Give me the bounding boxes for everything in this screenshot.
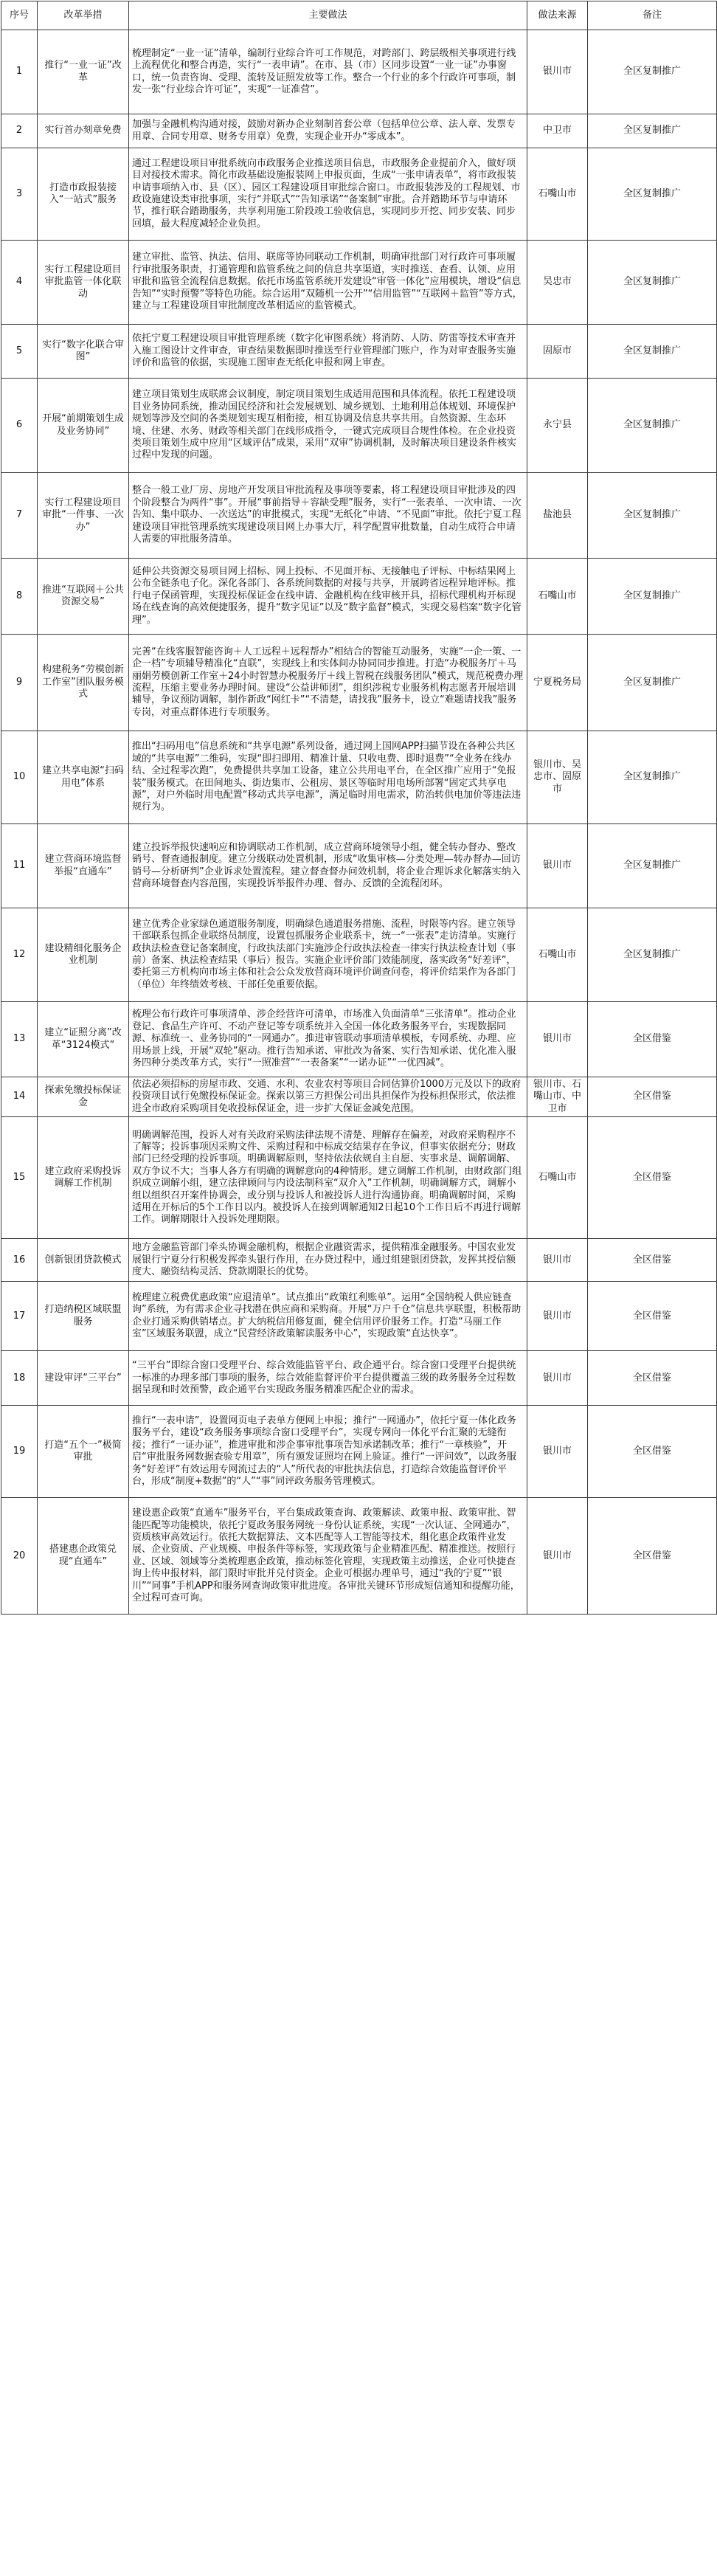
row-note: 全区复制推广: [588, 635, 717, 731]
main-practice: 整合一般工业厂房、房地产开发项目审批流程及事项等要素，将工程建设项目审批涉及的四个阶段整合为两件“事”。开展“事前指导＋容缺受理”服务，实行“一张表单、一次申请、一次告知、集中联办、一次送达”的审批模式，实现“无纸化”申请、“不见面”审批。依托宁夏工程建设项目审批管理系统实现建设项目网上办事大厅，科学配置审批数量，自动生成符合申请人需要的审批服务清单。: [129, 473, 527, 559]
table-row: [1, 1002, 717, 1077]
practice-source: 银川市: [527, 824, 588, 908]
table-row: [1, 148, 717, 241]
practice-source: 石嘴山市: [527, 559, 588, 635]
practice-source: 银川市: [527, 1498, 588, 1615]
table-row: [1, 1117, 717, 1239]
table-row: [1, 731, 717, 824]
table-row: [1, 473, 717, 559]
main-practice: “三平台”即综合窗口受理平台、综合效能监管平台、政企通平台。综合窗口受理平台提供统一标准的办理多部门事项的服务，综合效能监督评价平台提供覆盖三级的政务服务全过程数据呈现和时效预警，政企通平台实现政务服务精准匹配企业的需求。: [129, 1351, 527, 1406]
table-row: [1, 824, 717, 908]
row-number: 17: [1, 1282, 38, 1351]
reform-measure: 推行“一业一证”改革: [38, 30, 129, 114]
row-number: 4: [1, 241, 38, 325]
main-practice: 梳理建立税费优惠政策“应退清单”。试点推出“政策红利账单”。运用“全国纳税人供应链查询”系统，为有需求企业寻找潜在供应商和采购商。开展“万户千仓”信息共享联盟，积极帮助企业打通采购供销堵点。扩大纳税信用修复面，健全信用评价服务工作。打造“马丽工作室”区域服务联盟，成立“民营经济政策解读服务中心”，实现政策“直达快享”。: [129, 1282, 527, 1351]
row-number: 2: [1, 114, 38, 148]
reform-measure: 实行工程建设项目审批监管一体化联动: [38, 241, 129, 325]
main-practice: 地方金融监管部门牵头协调金融机构，根据企业融资需求，提供精准金融服务。中国农业发展银行宁夏分行积极发挥牵头银行作用，在办贷过程中，通过组建银团贷款，发挥其授信额度大、融资结构灵活、贷款期限长的优势。: [129, 1239, 527, 1282]
row-number: 5: [1, 325, 38, 379]
practice-source: 银川市: [527, 1002, 588, 1077]
reform-measure: 建立政府采购投诉调解工作机制: [38, 1117, 129, 1239]
table-header-row: [1, 1, 717, 30]
table-row: [1, 30, 717, 114]
main-practice: 通过工程建设项目审批系统向市政服务企业推送项目信息，市政服务企业提前介入，做好项目对接技术需求。简化市政基础设施报装网上申报页面，生成“一张申请表单”，将市政报装申请事项纳入市、县（区）、园区工程建设项目审批综合窗口。市政报装涉及的工程规划、市政设施建设类审批事项，实行“并联式”“告知承诺”“备案制”审批。合并踏勘环节与申请环节，推行联合踏勘服务，共享利用施工阶段竣工验收信息，实现同步开挖、同步安装、同步回填，最大程度减轻企业负担。: [129, 148, 527, 241]
row-note: 全区复制推广: [588, 241, 717, 325]
table-row: [1, 635, 717, 731]
main-practice: 建立优秀企业家绿色通道服务制度，明确绿色通道服务措施、流程，时限等内容。建立领导干部联系包抓企业联络员制度，设置包抓服务企业联系卡，统一“一张表”走访清单。实施行政执法检查登记备案制度，行政执法部门实施涉企行政执法检查一律实行执法检查计划（事前）备案、执法检查结果（事后）报告。实施企业评价部门效能制度，落实政务“好差评”，委托第三方机构向市场主体和社会公众发放营商环境评价调查问卷，将评价结果作为各部门（单位）年终绩效考核、干部任免重要依据。: [129, 908, 527, 1002]
row-number: 9: [1, 635, 38, 731]
reform-measure: 打造“五个一”极简审批: [38, 1406, 129, 1498]
reform-measure: 探索免缴投标保证金: [38, 1077, 129, 1117]
practice-source: 银川市、吴忠市、固原市: [527, 731, 588, 824]
practice-source: 永宁县: [527, 379, 588, 473]
reform-measure: 搭建惠企政策兑现“直通车”: [38, 1498, 129, 1615]
row-note: 全区复制推广: [588, 148, 717, 241]
main-practice: 依托宁夏工程建设项目审批管理系统（数字化审图系统）将消防、人防、防雷等技术审查并入施工图设计文件审查，审查结果数据即时推送至行业管理部门账户，作为对审查服务实施评价和监管的依据，实现施工图审查无纸化申报和网上审查。: [129, 325, 527, 379]
main-practice: 建设惠企政策“直通车”服务平台，平台集成政策查询、政策解读、政策申报、政策审批、智能匹配等功能模块，依托宁夏政务服务网统一身份认证系统，实现“一次认证、全网通办”，资质核审高效运行。依托大数据算法、文本匹配等人工智能等技术，组化惠企政策件业发展、企业资质、产业规模、申报条件等标签，实现政策与企业精准匹配、精准推送。按照行业、区域、领域等分类梳理惠企政策，推动标签化管理，实现政策主动推送，企业可快捷查询上传申报材料，部门限时审批并兑付资金。企业可根据办理单号，通过“我的宁夏”“银川”“同事”手机APP和服务网查询政策审批进度。各审批关键环节形成短信通知和提醒功能，全过程可查可询。: [129, 1498, 527, 1615]
row-number: 14: [1, 1077, 38, 1117]
row-note: 全区复制推广: [588, 379, 717, 473]
row-number: 13: [1, 1002, 38, 1077]
row-note: 全区借鉴: [588, 1002, 717, 1077]
main-practice: 梳理公布行政许可事项清单、涉企经营许可清单，市场准入负面清单“三张清单”。推动企业登记、食品生产许可、不动产登记等专项系统并入全国一体化政务服务平台，实现数据同源、标准统一、业务协同的“一网通办”。推进审管联动事项清单模板，专网系统、办理、应用场景上线，开展“双轮”驱动。推行告知承诺、审批改为备案、实行告知承诺、优化准入服务四种分类改革方式，实行“一照准营”“一表备案”“一诺办证”“一优四减”。: [129, 1002, 527, 1077]
row-note: 全区复制推广: [588, 30, 717, 114]
header-note: 备注: [588, 1, 717, 30]
row-note: 全区借鉴: [588, 1117, 717, 1239]
reform-measure: 推进“互联网＋公共资源交易”: [38, 559, 129, 635]
reform-measure: 打造纳税区域联盟服务: [38, 1282, 129, 1351]
table-row: [1, 1406, 717, 1498]
row-note: 全区复制推广: [588, 325, 717, 379]
row-number: 1: [1, 30, 38, 114]
table-row: [1, 908, 717, 1002]
table-row: [1, 1498, 717, 1615]
reform-measure: 创新银团贷款模式: [38, 1239, 129, 1282]
main-practice: 梳理制定“一业一证”清单，编制行业综合许可工作规范，对跨部门、跨层级相关事项进行线上流程优化和整合再造，实行“一表申请”。在市、县（市）区同步设置“一业一证”办事窗口，统一负责咨询、受理、流转及证照发放等工作。整合一个行业的多个行政许可事项，制发一张“行业综合许可证”，实现“一证准营”。: [129, 30, 527, 114]
row-note: 全区借鉴: [588, 1406, 717, 1498]
table-row: [1, 1077, 717, 1117]
row-note: 全区借鉴: [588, 1282, 717, 1351]
row-number: 7: [1, 473, 38, 559]
practice-source: 石嘴山市: [527, 908, 588, 1002]
practice-source: 银川市、石嘴山市、中卫市: [527, 1077, 588, 1117]
reform-measure: 实行“数字化联合审图”: [38, 325, 129, 379]
table-row: [1, 559, 717, 635]
row-number: 20: [1, 1498, 38, 1615]
reform-measure: 实行工程建设项目审批“一件事、一次办”: [38, 473, 129, 559]
row-note: 全区复制推广: [588, 559, 717, 635]
row-number: 3: [1, 148, 38, 241]
row-note: 全区借鉴: [588, 1239, 717, 1282]
reform-measure: 建立共享电源“扫码用电”体系: [38, 731, 129, 824]
main-practice: 推出“扫码用电”信息系统和“共享电源”系列设备，通过网上国网APP扫描节设在各种公共区域的“共享电源”二维码，实现“即扫即用、精准计量、只收电费、即时退费”“全业务在线办结、全过程零次跑”，免费提供共享加工设备，建立公共用电平台，在全区推广应用于“免报装”服务模式。在田间地头、街边集市、公租房、景区等临时用电场所部署“固定式共享电源”，对户外临时用电配置“移动式共享电源”，满足临时用电需求，防治转供电加价等违法违规行为。: [129, 731, 527, 824]
row-note: 全区借鉴: [588, 1498, 717, 1615]
main-practice: 完善“在线客服智能咨询＋人工远程＋远程帮办”相结合的智能互动服务，实施“一企一策、一企一档”专项辅导精准化“直联”，实现线上和实体间办协同同步推进。打造“办税服务厅＋马丽娟劳模创新工作室＋24小时智慧办税服务厅＋线上智税在线服务团队”模式，规范税费办理流程，压缩主要业务办理时间。建设“公益讲师团”，组织涉税专业服务机构志愿者开展培训辅导，争议预防调解，制作新政“网红卡”“不清楚，请找我”服务卡，设立“难题请找我”服务专岗，对重点群体进行专项服务。: [129, 635, 527, 731]
table-row: [1, 1351, 717, 1406]
row-note: 全区复制推广: [588, 731, 717, 824]
reform-measure: 建设审评“三平台”: [38, 1351, 129, 1406]
table-row: [1, 114, 717, 148]
row-number: 6: [1, 379, 38, 473]
row-number: 10: [1, 731, 38, 824]
main-practice: 延伸公共资源交易项目网上招标、网上投标、不见面开标、无接触电子评标、中标结果网上公布全链条电子化。深化各部门、各系统间数据的对接与共享，开展跨省远程异地评标。推行电子保函管理，实现投标保证金在线申请、金融机构在线审核开具，招标代理机构开标现场在线查询的高效便捷服务，提升“数字见证”以及“数字监督”模式，实现交易档案“数字化管理”。: [129, 559, 527, 635]
main-practice: 建立项目策划生成联席会议制度，制定项目策划生成适用范围和具体流程。依托工程建设项目业务协同系统，推动国民经济和社会发展规划、城乡规划、土地利用总体规划、环境保护规划等涉及空间的各类规划实现互相衔接，相互协调及信息共享共用。自然资源、生态环境、住建、水务、财政等相关部门在线形成指令，一键式完成项目合规性体检。在企业投资类项目策划生成中应用“区域评估”成果，采用“双审”协调机制，及时解决项目建设条件核实过程中发现的问题。: [129, 379, 527, 473]
practice-source: 银川市: [527, 1406, 588, 1498]
row-note: 全区复制推广: [588, 114, 717, 148]
row-note: 全区借鉴: [588, 1351, 717, 1406]
row-note: 全区借鉴: [588, 1077, 717, 1117]
row-number: 18: [1, 1351, 38, 1406]
main-practice: 加强与金融机构沟通对接，鼓励对新办企业刻制首套公章（包括单位公章、法人章、发票专用章、合同专用章、财务专用章）免费，实现企业开办“零成本”。: [129, 114, 527, 148]
table-row: [1, 325, 717, 379]
main-practice: 明确调解范围，投诉人对有关政府采购法律法规不清楚、理解存在偏差，对政府采购程序不了解等；投诉事项因采购文件、采购过程和中标成交结果存在争议，但事实依据充分；财政部门已经受理的投诉事项。明确调解原则，坚持依法依规自主自愿、实事求是、调解调解、双方争议不大；当事人各方有明确的调解意向的4种情形。建立调解工作机制，由财政部门组织成立调解小组，建立法律顾问与内设法制科室“双介入”工作机制，明确调解方式，调解小组以组织召开案件协调会，或分别与投诉人和被投诉人进行沟通协商。明确调解时间，采购适用在开标后的5个工作日以内。被投诉人在接到调解通知2日起10个工作日后不再进行调解工作。调解期限计入投诉处理期限。: [129, 1117, 527, 1239]
reform-measure: 开展“前期策划生成及业务协同”: [38, 379, 129, 473]
reform-measure: 实行首办刻章免费: [38, 114, 129, 148]
table-row: [1, 1282, 717, 1351]
practice-source: 银川市: [527, 30, 588, 114]
reform-measure: 建立“证照分离”改革“3124模式”: [38, 1002, 129, 1077]
practice-source: 盐池县: [527, 473, 588, 559]
practice-source: 石嘴山市: [527, 1117, 588, 1239]
row-number: 16: [1, 1239, 38, 1282]
main-practice: 推行“一表申请”，设置网页电子表单方便网上申报；推行“一网通办”，依托宁夏一体化政务服务平台，建设“政务服务事项综合窗口受理平台”，实现专网向一体化平台汇聚的无缝衔接；推行“一证办证”，推进审批和涉企事审批事项告知承诺制改革；推行“一章核验”，开启“审批服务网数据查验专用章”，所有颁发证照均在网上验证。推行“一评问效”，以政务服务“好差评”有效运用专网流过去的“人”所代表的审批执法信息，打造综合效能监督评价平台，形成“制度+数据”的“人”“事”同评政务服务管理模式。: [129, 1406, 527, 1498]
reform-measure: 打造市政报装接入“一站式”服务: [38, 148, 129, 241]
reform-measure: 构建税务“劳模创新工作室”团队服务模式: [38, 635, 129, 731]
row-note: 全区复制推广: [588, 473, 717, 559]
main-practice: 依法必须招标的房屋市政、交通、水利、农业农村等项目合同估算价1000万元及以下的政府投资项目试行免缴投标保证金。探索以第三方担保公司出具担保作为投标担保形式，依法推进全市政府采购项目免收投标保证金，进一步扩大保证金减免范围。: [129, 1077, 527, 1117]
practice-source: 吴忠市: [527, 241, 588, 325]
table-row: [1, 1239, 717, 1282]
practice-source: 固原市: [527, 325, 588, 379]
row-note: 全区复制推广: [588, 824, 717, 908]
main-practice: 建立审批、监管、执法、信用、联席等协同联动工作机制，明确审批部门对行政许可事项履行审批服务职责，打通管理和监管系统之间的信息共享渠道，实时推送、查看、认领、应用审批和监管全流程信息数据。依托市场监管系统开发建设“审管一体化”应用模块，增设“信息告知”“实时预警”等特色功能。综合运用“双随机一公开”“信用监管”“互联网＋监管”等方式，建立与工程建设项目审批制度改革相适应的监管模式。: [129, 241, 527, 325]
practice-source: 银川市: [527, 1282, 588, 1351]
header-no: 序号: [1, 1, 38, 30]
reform-measure: 建立营商环境监督举报“直通车”: [38, 824, 129, 908]
table-row: [1, 241, 717, 325]
row-number: 8: [1, 559, 38, 635]
row-number: 11: [1, 824, 38, 908]
main-practice: 建立投诉举报快速响应和协调联动工作机制，成立营商环境领导小组，健全转办督办、整改销号、督查通报制度。建立分级联动处置机制，形成“收集审核—分类处理—转办督办—回访销号—分析研判”企业诉求处置流程。建立督查督办问效机制，将企业合理诉求化解落实纳入营商环境督查内容范围，实现投诉举报件办理、督办、反馈的全流程闭环。: [129, 824, 527, 908]
header-source: 做法来源: [527, 1, 588, 30]
reform-measure: 建设精细化服务企业机制: [38, 908, 129, 1002]
practice-source: 宁夏税务局: [527, 635, 588, 731]
practice-source: 石嘴山市: [527, 148, 588, 241]
header-measure: 改革举措: [38, 1, 129, 30]
row-note: 全区复制推广: [588, 908, 717, 1002]
row-number: 19: [1, 1406, 38, 1498]
header-practice: 主要做法: [129, 1, 527, 30]
row-number: 12: [1, 908, 38, 1002]
practice-source: 中卫市: [527, 114, 588, 148]
row-number: 15: [1, 1117, 38, 1239]
table-row: [1, 379, 717, 473]
practice-source: 银川市: [527, 1351, 588, 1406]
reform-measures-table: [1, 1, 717, 1615]
practice-source: 银川市: [527, 1239, 588, 1282]
